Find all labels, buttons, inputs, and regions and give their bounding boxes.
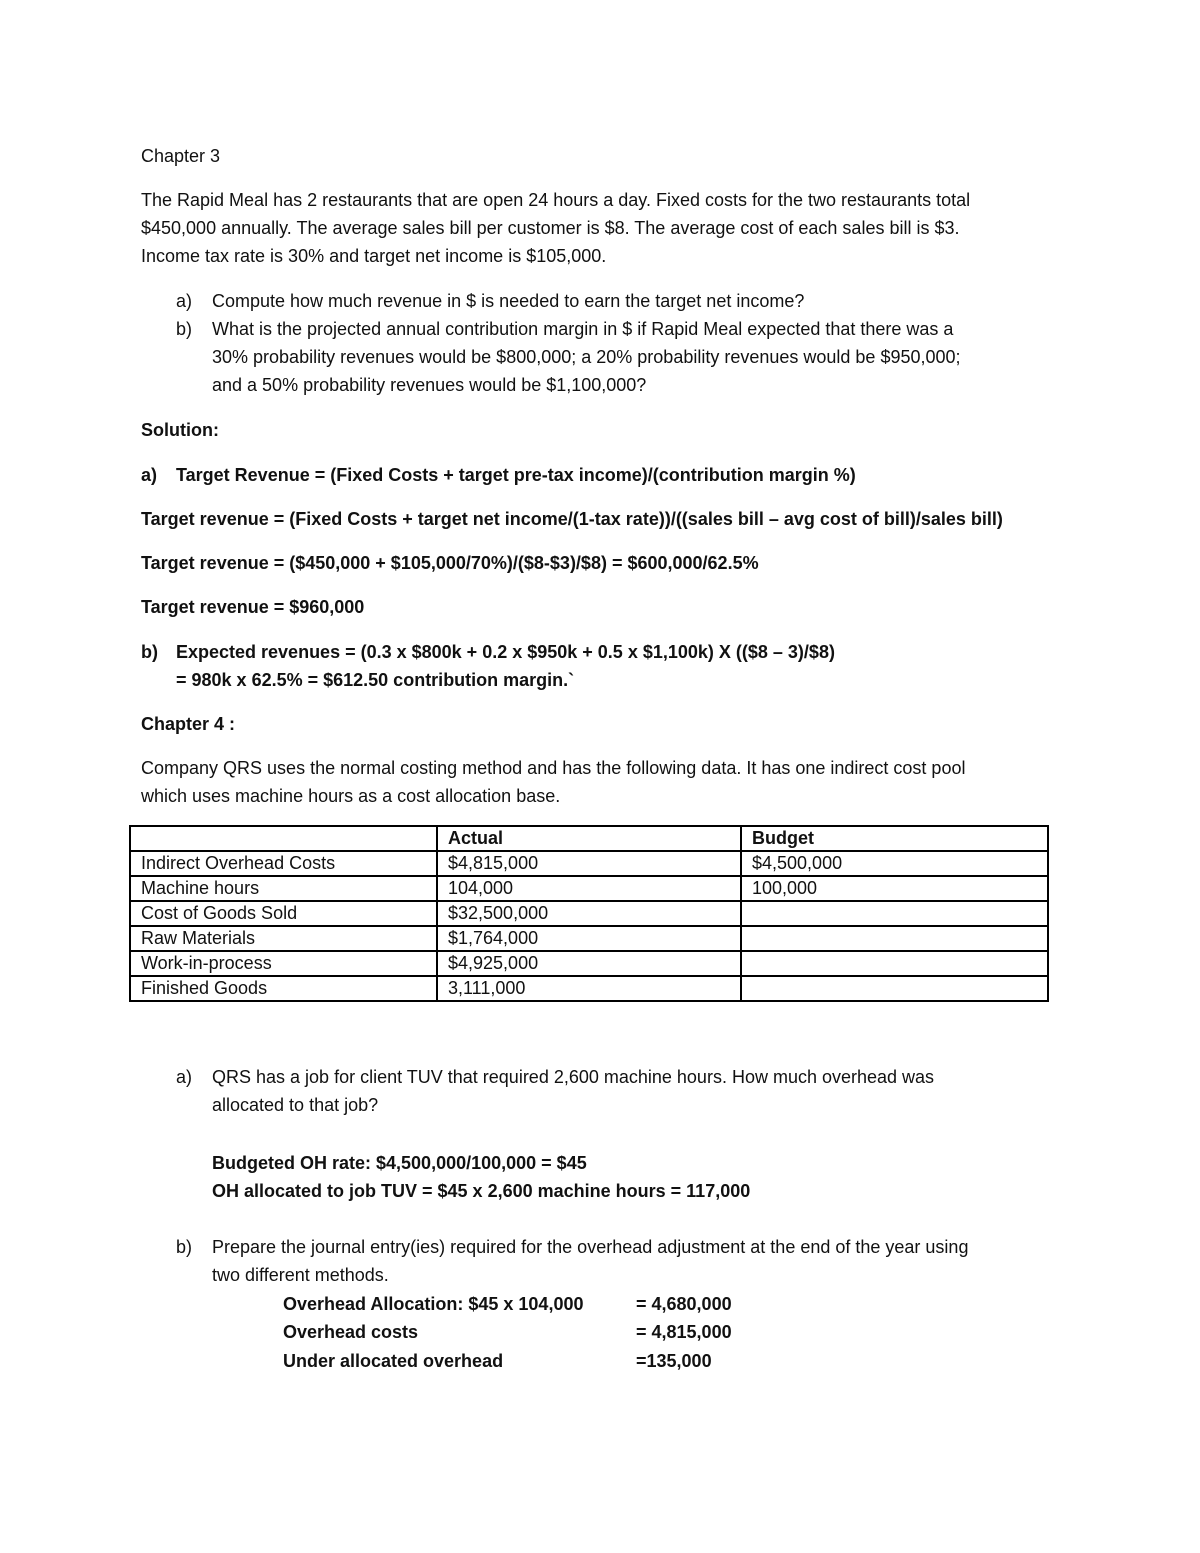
table-header-cell — [130, 826, 437, 851]
ch3-paragraph-line-1: The Rapid Meal has 2 restaurants that are open 24 hours a day. Fixed costs for the two restaurants total — [141, 190, 971, 210]
ch4-question-a-line-1: QRS has a job for client TUV that required 2,600 machine hours. How much overhead was — [212, 1067, 935, 1087]
ch3-question-b-line-2: 30% probability revenues would be $800,000; a 20% probability revenues would be $950,000; — [212, 347, 961, 367]
ch3-solution-b-line-2: = 980k x 62.5% = $612.50 contribution margin.` — [176, 670, 575, 690]
ch3-solution-formula-3: Target revenue = ($450,000 + $105,000/70%)/($8-$3)/$8) = $600,000/62.5% — [141, 553, 759, 573]
ch3-paragraph-line-2: $450,000 annually. The average sales bill per customer is $8. The average cost of each sales bill is $3. — [141, 218, 960, 238]
ch3-solution-result: Target revenue = $960,000 — [141, 597, 365, 617]
ch4-paragraph-line-1: Company QRS uses the normal costing method and has the following data. It has one indirect cost pool — [141, 758, 966, 778]
calc-row-label: Overhead Allocation: $45 x 104,000 — [283, 1294, 584, 1314]
ch4-question-a-line-2: allocated to that job? — [212, 1095, 379, 1115]
ch3-solution-a-label: a) — [141, 465, 158, 485]
table-row — [130, 926, 1048, 951]
ch4-question-b-label: b) — [176, 1237, 193, 1257]
ch3-solution-a-formula: Target Revenue = (Fixed Costs + target pre-tax income)/(contribution margin %) — [176, 465, 856, 485]
ch3-solution-b-label: b) — [141, 642, 158, 662]
calc-row-value: = 4,815,000 — [636, 1322, 732, 1342]
ch3-question-b-line-1: What is the projected annual contribution margin in $ if Rapid Meal expected that there was a — [212, 319, 954, 339]
table-cell: Work-in-process — [130, 951, 437, 976]
calc-row-label: Overhead costs — [283, 1322, 419, 1342]
table-row — [130, 976, 1048, 1001]
table-cell: 100,000 — [741, 876, 1048, 901]
table-cell — [741, 926, 1048, 951]
table-cell — [741, 901, 1048, 926]
solution-heading: Solution: — [141, 420, 219, 440]
calc-row-value: = 4,680,000 — [636, 1294, 732, 1314]
table-row — [130, 876, 1048, 901]
ch4-question-a-label: a) — [176, 1067, 193, 1087]
table-cell — [741, 976, 1048, 1001]
chapter-4-title: Chapter 4 : — [141, 714, 236, 734]
table-row — [130, 951, 1048, 976]
ch4-answer-a-line-1: Budgeted OH rate: $4,500,000/100,000 = $45 — [212, 1153, 587, 1173]
table-cell: $4,500,000 — [741, 851, 1048, 876]
table-cell: Raw Materials — [130, 926, 437, 951]
ch3-question-a-label: a) — [176, 291, 193, 311]
ch3-question-a-text: Compute how much revenue in $ is needed to earn the target net income? — [212, 291, 805, 311]
table-header-cell: Budget — [741, 826, 1048, 851]
calc-row-label: Under allocated overhead — [283, 1351, 504, 1371]
table-cell: $4,815,000 — [437, 851, 741, 876]
ch4-question-b-line-1: Prepare the journal entry(ies) required for the overhead adjustment at the end of the year using — [212, 1237, 969, 1257]
table-header-row — [130, 826, 1048, 851]
table-cell: $4,925,000 — [437, 951, 741, 976]
table-cell — [741, 951, 1048, 976]
ch4-answer-a-line-2: OH allocated to job TUV = $45 x 2,600 machine hours = 117,000 — [212, 1181, 751, 1201]
table-cell: 104,000 — [437, 876, 741, 901]
table-cell: $1,764,000 — [437, 926, 741, 951]
table-cell: Indirect Overhead Costs — [130, 851, 437, 876]
ch3-paragraph-line-3: Income tax rate is 30% and target net income is $105,000. — [141, 246, 607, 266]
table-row — [130, 901, 1048, 926]
calc-row-value: =135,000 — [636, 1351, 712, 1371]
chapter-3-title: Chapter 3 — [141, 146, 221, 166]
ch4-paragraph-line-2: which uses machine hours as a cost allocation base. — [141, 786, 561, 806]
table-header-cell: Actual — [437, 826, 741, 851]
ch3-solution-formula-2: Target revenue = (Fixed Costs + target net income/(1-tax rate))/((sales bill – avg cost of bill)/sales bill) — [141, 509, 1003, 529]
table-row — [130, 851, 1048, 876]
ch3-question-b-line-3: and a 50% probability revenues would be $1,100,000? — [212, 375, 647, 395]
table-cell: Machine hours — [130, 876, 437, 901]
ch3-solution-b-line-1: Expected revenues = (0.3 x $800k + 0.2 x $950k + 0.5 x $1,100k) X (($8 – 3)/$8) — [176, 642, 835, 662]
ch4-question-b-line-2: two different methods. — [212, 1265, 389, 1285]
table-cell: 3,111,000 — [437, 976, 741, 1001]
table-cell: Cost of Goods Sold — [130, 901, 437, 926]
table-cell: Finished Goods — [130, 976, 437, 1001]
cost-data-table — [129, 825, 1049, 1002]
ch3-question-b-label: b) — [176, 319, 193, 339]
table-cell: $32,500,000 — [437, 901, 741, 926]
